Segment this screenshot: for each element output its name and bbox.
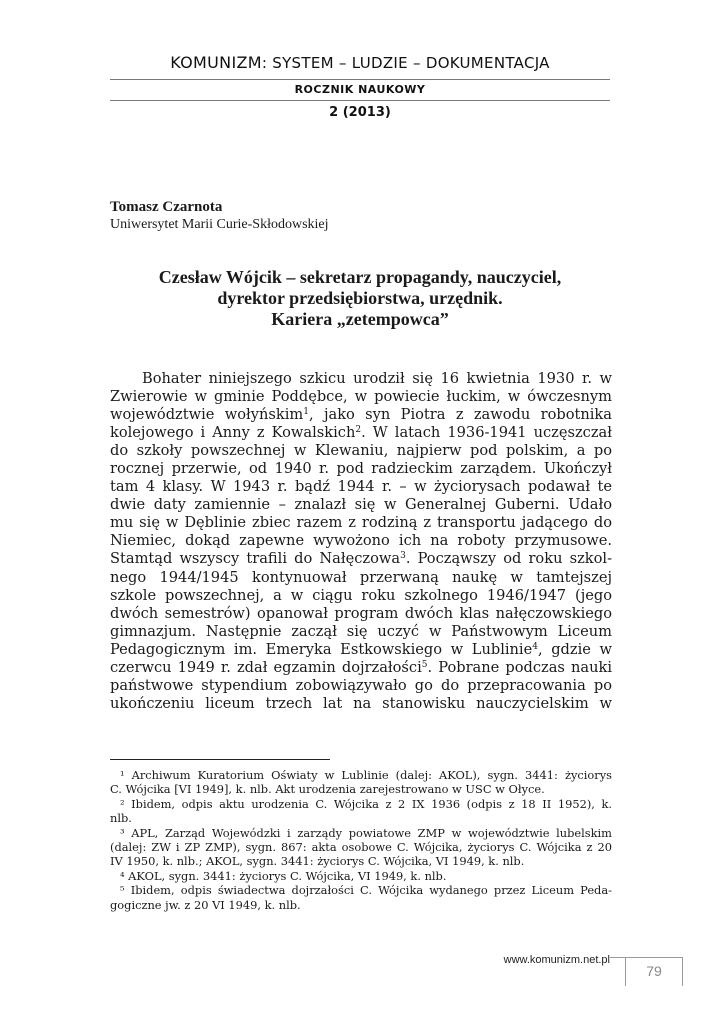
footnote-line: gogiczne jw. z 20 VI 1949, k. nlb. — [110, 897, 301, 912]
footnote-line: ¹ Archiwum Kuratorium Oświaty w Lublinie (dalej: AKOL), sygn. 3441: życiorys — [120, 768, 612, 782]
website-link[interactable]: www.komunizm.net.pl — [503, 954, 610, 966]
body-line — [110, 514, 612, 532]
body-line — [110, 677, 612, 695]
body-line — [110, 370, 612, 388]
body-line-text: Zwierowie w gminie Poddębce, w powiecie łuckim, w ówczesnym — [110, 388, 612, 406]
body-line-text: województwie wołyńskim — [110, 406, 304, 424]
footnotes — [110, 768, 612, 912]
footnote-separator — [110, 759, 330, 760]
journal-title — [110, 53, 610, 72]
article-title-line: Kariera „zetempowca” — [271, 309, 449, 329]
body-line — [110, 550, 612, 568]
footnote-line: ⁴ AKOL, sygn. 3441: życiorys C. Wójcika, VI 1949, k. nlb. — [120, 868, 447, 883]
footnote-line: (dalej: ZW i ZP ZMP), sygn. 867: akta osobowe C. Wójcika, życiorys C. Wójcika z 20 — [110, 839, 612, 854]
header-rule-bottom — [110, 100, 610, 101]
body-line-text: do szkoły powszechnej w Klewaniu, najpierw pod polskim, a po — [110, 442, 612, 460]
body-line-text: . Pobrane podczas nauki — [427, 658, 612, 676]
author-affiliation: Uniwersytet Marii Curie-Skłodowskiej — [110, 217, 329, 232]
body-line-text: Pedagogicznym im. Emeryka Estkowskiego w Lublinie — [110, 640, 533, 658]
body-line-text: kolejowego i Anny z Kowalskich — [110, 424, 356, 442]
body-line-text: nego 1944/1945 kontynuował przerwaną naukę w tamtejszej — [110, 568, 612, 586]
body-line — [110, 406, 612, 424]
article-title — [110, 267, 610, 330]
body-line — [110, 605, 612, 623]
body-line-text: . Począwszy od roku szkol- — [405, 550, 612, 568]
body-line — [110, 532, 612, 550]
page-number: 79 — [646, 963, 662, 979]
body-line-text: dwie daty zamiennie – znalazł się w Generalnej Guberni. Udało — [110, 496, 612, 514]
body-line — [110, 388, 612, 406]
body-line-text: Bohater niniejszego szkicu urodził się 16 kwietnia 1930 r. w — [142, 370, 612, 387]
body-line — [110, 424, 612, 442]
body-line — [110, 496, 612, 514]
footnote-line: ² Ibidem, odpis aktu urodzenia C. Wójcika z 2 IX 1936 (odpis z 18 II 1952), k. — [120, 796, 612, 811]
body-line — [110, 695, 612, 713]
body-line — [110, 442, 612, 460]
article-title-line: Czesław Wójcik – sekretarz propagandy, nauczyciel, — [158, 267, 562, 287]
body-line-text: czerwcu 1949 r. zdał egzamin dojrzałości — [110, 658, 422, 676]
footnote-line: nlb. — [110, 811, 132, 826]
page-box-line — [610, 957, 625, 958]
footnote-line: ³ APL, Zarząd Wojewódzki i zarządy powiatowe ZMP w województwie lubelskim — [120, 825, 612, 840]
author-name: Tomasz Czarnota — [110, 199, 223, 215]
body-line — [110, 460, 612, 478]
body-line — [110, 587, 612, 605]
body-line-text: szkole powszechnej, a w ciągu roku szkolnego 1946/1947 (jego — [110, 586, 612, 604]
article-body — [110, 370, 612, 713]
body-line — [110, 623, 612, 641]
body-line-text: tam 4 klasy. W 1943 r. bądź 1944 r. – w życiorysach podawał te — [110, 478, 612, 496]
body-line — [110, 659, 612, 677]
body-line-text: rocznej przerwie, od 1940 r. pod radzieckim zarządem. Ukończył — [110, 460, 612, 478]
footnote-line: IV 1950, k. nlb.; AKOL, sygn. 3441: życiorys C. Wójcika, VI 1949, k. nlb. — [110, 854, 525, 869]
body-line-text: . W latach 1936-1941 uczęszczał — [361, 424, 612, 442]
body-line-text: ukończeniu liceum trzech lat na stanowisku nauczycielskim w — [110, 694, 612, 712]
body-line-text: , jako syn Piotra z zawodu robotnika — [308, 406, 612, 424]
journal-title-rest: : SYSTEM – LUDZIE – DOKUMENTACJA — [261, 54, 550, 72]
body-line-text: Stamtąd wszyscy trafili do Nałęczowa — [110, 550, 401, 568]
footnote-reference[interactable]: 4 — [532, 641, 538, 652]
body-line-text: , gdzie w — [537, 640, 612, 658]
journal-issue: 2 (2013) — [329, 105, 391, 120]
journal-title-main: KOMUNIZM — [170, 53, 262, 72]
footnote-reference[interactable]: 5 — [421, 659, 428, 670]
article-title-line: dyrektor przedsiębiorstwa, urzędnik. — [217, 288, 503, 308]
body-line — [110, 478, 612, 496]
journal-subtitle: ROCZNIK NAUKOWY — [294, 83, 426, 96]
body-line — [110, 641, 612, 659]
footnote-reference[interactable]: 3 — [400, 551, 406, 562]
body-line — [110, 569, 612, 587]
body-line-text: gimnazjum. Następnie zaczął się uczyć w Państwowym Liceum — [110, 622, 612, 640]
footnote-reference[interactable]: 2 — [355, 425, 362, 436]
body-line-text: dwóch semestrów) opanował program dwóch klas nałęczowskiego — [110, 604, 612, 622]
body-line-text: Niemiec, dokąd zapewne wywożono ich na roboty przymusowe. — [110, 532, 612, 550]
body-line-text: mu się w Dęblinie zbiec razem z rodziną z transportu jadącego do — [110, 514, 612, 532]
header-rule-top — [110, 79, 610, 80]
footnote-reference[interactable]: 1 — [303, 407, 309, 418]
body-line-text: państwowe stypendium zobowiązywało go do przepracowania po — [110, 676, 612, 694]
footnote-line: ⁵ Ibidem, odpis świadectwa dojrzałości C. Wójcika wydanego przez Liceum Peda- — [120, 883, 612, 898]
footnote-line: C. Wójcika [VI 1949], k. nlb. Akt urodzenia zarejestrowano w USC w Ołyce. — [110, 782, 545, 797]
